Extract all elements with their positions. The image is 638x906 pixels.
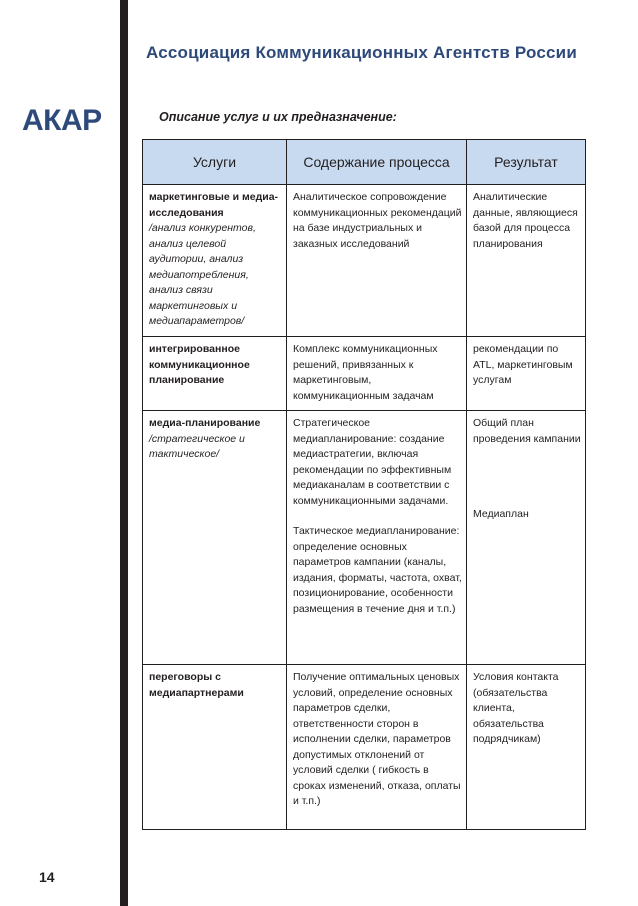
process-cell: [287, 665, 467, 830]
result-text: Общий план проведения кампании: [473, 417, 581, 445]
table-row: [143, 411, 586, 665]
column-header-result: Результат: [467, 140, 586, 185]
service-cell: [143, 337, 287, 411]
service-name: маркетинговые и медиа-исследования: [149, 191, 279, 219]
vertical-divider-bar: [120, 0, 128, 906]
process-cell: [287, 185, 467, 337]
service-name: медиа-планирование: [149, 417, 261, 429]
result-cell: [467, 411, 586, 665]
process-cell: [287, 411, 467, 665]
service-note: /анализ конкурентов, анализ целевой аудитории, анализ медиапотребления, анализ связи маркетинговых и медиапараметров/: [149, 222, 256, 327]
table-row: [143, 665, 586, 830]
akar-logo: АКАР: [22, 104, 102, 137]
process-text: Стратегическое медиапланирование: создание медиастратегии, включая рекомендации по эффективным медиаканалам в соответствии с коммуникационными задачами.: [293, 417, 452, 507]
column-header-services: Услуги: [143, 140, 287, 185]
process-cell: [287, 337, 467, 411]
service-name: переговоры с медиапартнерами: [149, 671, 244, 699]
page-number: 14: [39, 869, 55, 885]
service-cell: [143, 665, 287, 830]
process-extra-text: Тактическое медиапланирование: определение основных параметров кампании (каналы, издания, форматы, частота, охват, позиционирование, особенности размещения в течение дня и т.п.): [293, 525, 462, 615]
result-cell: [467, 337, 586, 411]
services-table: [142, 139, 586, 830]
section-subtitle: Описание услуг и их предназначение:: [159, 110, 397, 124]
service-cell: [143, 185, 287, 337]
column-header-process: Содержание процесса: [287, 140, 467, 185]
result-extra-text: Медиаплан: [473, 508, 529, 520]
page-title: Ассоциация Коммуникационных Агентств России: [146, 43, 577, 62]
table-row: [143, 337, 586, 411]
process-text: Аналитическое сопровождение коммуникационных рекомендаций на базе индустриальных и заказных исследований: [293, 191, 462, 250]
table-header-row: [143, 140, 586, 185]
table-row: [143, 185, 586, 337]
result-text: Аналитические данные, являющиеся базой для процесса планирования: [473, 191, 578, 250]
service-note: /стратегическое и тактическое/: [149, 432, 245, 460]
process-text: Комплекс коммуникационных решений, привязанных к маркетинговым, коммуникационным задачам: [293, 343, 438, 402]
service-cell: [143, 411, 287, 665]
service-name: интегрированное коммуникационное планирование: [149, 343, 250, 386]
result-text: Условия контакта (обязательства клиента, обязательства подрядчикам): [473, 671, 559, 745]
result-cell: [467, 185, 586, 337]
result-text: рекомендации по ATL, маркетинговым услугам: [473, 343, 573, 386]
process-text: Получение оптимальных ценовых условий, определение основных параметров сделки, ответственности сторон в исполнении сделки, параметров допустимых отклонений от условий сделки ( гибкость в сроках изменений, отказа, оплаты и т.п.): [293, 671, 461, 807]
result-cell: [467, 665, 586, 830]
